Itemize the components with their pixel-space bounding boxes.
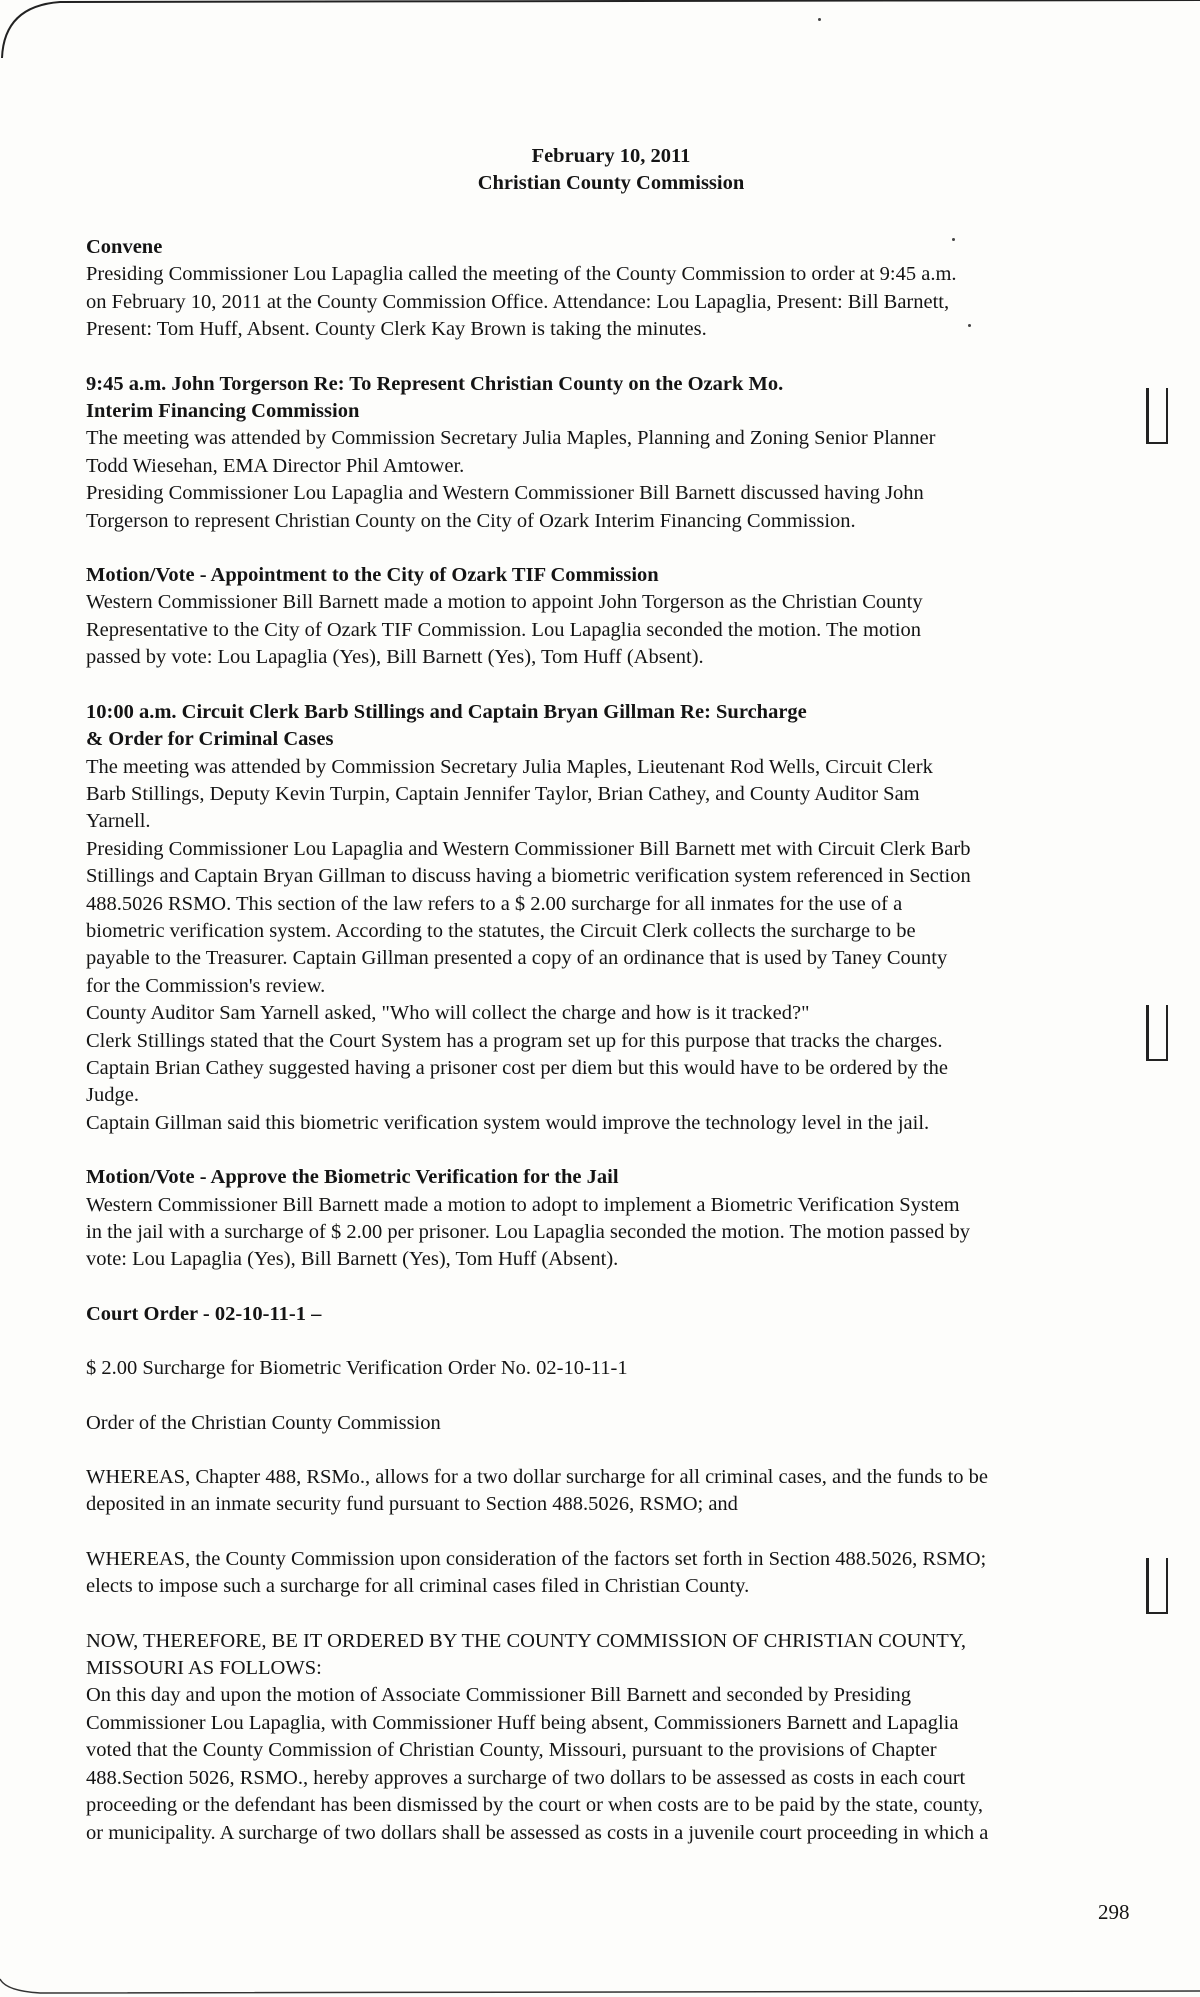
paragraph-line: passed by vote: Lou Lapaglia (Yes), Bill Barnett (Yes), Tom Huff (Absent). (86, 646, 704, 669)
document-body (86, 143, 1136, 1874)
section-torgerson (86, 371, 1136, 535)
paragraph-line: Captain Brian Cathey suggested having a prisoner cost per diem but this would have to be ordered by the (86, 1056, 948, 1079)
section-heading: Convene (86, 236, 163, 258)
paragraph-line: Judge. (86, 1084, 139, 1107)
paragraph-line: voted that the County Commission of Christian County, Missouri, pursuant to the provisions of Chapter (86, 1739, 937, 1762)
paragraph-line: Captain Gillman said this biometric verification system would improve the technology level in the jail. (86, 1111, 930, 1134)
order-title: $ 2.00 Surcharge for Biometric Verification Order No. 02-10-11-1 (86, 1357, 628, 1380)
paragraph-line: proceeding or the defendant has been dismissed by the court or when costs are to be paid by the state, county, (86, 1794, 983, 1817)
paragraph-line: WHEREAS, Chapter 488, RSMo., allows for a two dollar surcharge for all criminal cases, and the funds to be (86, 1466, 988, 1489)
paragraph-line: County Auditor Sam Yarnell asked, "Who will collect the charge and how is it tracked?" (86, 1002, 810, 1025)
section-heading: Interim Financing Commission (86, 400, 360, 423)
section-heading: Court Order - 02-10-11-1 – (86, 1302, 322, 1325)
paragraph-line: On this day and upon the motion of Associate Commissioner Bill Barnett and seconded by Presiding (86, 1684, 912, 1707)
paragraph-line: Commissioner Lou Lapaglia, with Commissioner Huff being absent, Commissioners Barnett and Lapaglia (86, 1711, 959, 1734)
paragraph-line: 488.Section 5026, RSMO., hereby approves a surcharge of two dollars to be assessed as costs in each court (86, 1766, 966, 1789)
section-court-order (86, 1301, 1136, 1847)
paragraph-line: Present: Tom Huff, Absent. County Clerk Kay Brown is taking the minutes. (86, 318, 707, 341)
paragraph-line: Clerk Stillings stated that the Court System has a program set up for this purpose that tracks the charges. (86, 1029, 943, 1052)
paragraph-line: Presiding Commissioner Lou Lapaglia called the meeting of the County Commission to order at 9:45 a.m. (86, 263, 957, 286)
section-convene (86, 234, 1136, 344)
paragraph-line: Western Commissioner Bill Barnett made a motion to appoint John Torgerson as the Christian County (86, 591, 923, 614)
section-heading: Motion/Vote - Approve the Biometric Verification for the Jail (86, 1166, 619, 1189)
paragraph-line: on February 10, 2011 at the County Commission Office. Attendance: Lou Lapaglia, Present: Bill Barnett, (86, 290, 950, 313)
commission-name: Christian County Commission (477, 172, 745, 194)
paragraph-line: in the jail with a surcharge of $ 2.00 per prisoner. Lou Lapaglia seconded the motion. The motion passed by (86, 1221, 970, 1243)
paragraph-line: for the Commission's review. (86, 974, 326, 997)
paragraph-line: Barb Stillings, Deputy Kevin Turpin, Captain Jennifer Taylor, Brian Cathey, and County Auditor Sam (86, 782, 920, 805)
paragraph-line: elects to impose such a surcharge for all criminal cases filed in Christian County. (86, 1575, 750, 1598)
paragraph-line: Yarnell. (86, 810, 151, 833)
scan-speck (818, 18, 821, 21)
page-number: 298 (1098, 1900, 1130, 1924)
section-heading: 10:00 a.m. Circuit Clerk Barb Stillings and Captain Bryan Gillman Re: Surcharge (86, 700, 807, 723)
section-surcharge (86, 699, 1136, 1138)
section-tif-motion (86, 562, 1136, 672)
paragraph-line: Todd Wiesehan, EMA Director Phil Amtower. (86, 454, 465, 477)
paragraph-line: vote: Lou Lapaglia (Yes), Bill Barnett (Yes), Tom Huff (Absent). (86, 1248, 619, 1271)
section-biometric-motion (86, 1164, 1136, 1274)
paragraph-line: The meeting was attended by Commission Secretary Julia Maples, Planning and Zoning Senior Planner (86, 427, 936, 450)
paragraph-line: deposited in an inmate security fund pursuant to Section 488.5026, RSMO; and (86, 1493, 738, 1516)
paragraph-line: 488.5026 RSMO. This section of the law refers to a $ 2.00 surcharge for all inmates for the use of a (86, 892, 903, 915)
paragraph-line: Representative to the City of Ozark TIF Commission. Lou Lapaglia seconded the motion. The motion (86, 618, 922, 641)
paragraph-line: Presiding Commissioner Lou Lapaglia and Western Commissioner Bill Barnett discussed having John (86, 482, 924, 505)
paragraph-line: biometric verification system. According to the statutes, the Circuit Clerk collects the surcharge to be (86, 919, 916, 942)
section-heading: Motion/Vote - Appointment to the City of Ozark TIF Commission (86, 564, 659, 587)
scan-edge-bottom (0, 1977, 1200, 1997)
paragraph-line: Stillings and Captain Bryan Gillman to discuss having a biometric verification system referenced in Section (86, 865, 971, 888)
paragraph-line: The meeting was attended by Commission Secretary Julia Maples, Lieutenant Rod Wells, Circuit Clerk (86, 755, 933, 778)
margin-bracket (1146, 388, 1168, 444)
paragraph-line: payable to the Treasurer. Captain Gillman presented a copy of an ordinance that is used by Taney County (86, 947, 948, 970)
order-of-line: Order of the Christian County Commission (86, 1411, 441, 1434)
paragraph-line: NOW, THEREFORE, BE IT ORDERED BY THE COUNTY COMMISSION OF CHRISTIAN COUNTY, (86, 1629, 967, 1652)
section-heading: 9:45 a.m. John Torgerson Re: To Represent Christian County on the Ozark Mo. (86, 372, 784, 395)
meeting-date: February 10, 2011 (531, 145, 691, 167)
paragraph-line: or municipality. A surcharge of two dollars shall be assessed as costs in a juvenile court proceeding in which a (86, 1821, 989, 1844)
paragraph-line: MISSOURI AS FOLLOWS: (86, 1657, 322, 1680)
paragraph-line: Torgerson to represent Christian County on the City of Ozark Interim Financing Commission. (86, 509, 856, 532)
document-header (86, 143, 1136, 197)
section-heading: & Order for Criminal Cases (86, 728, 334, 751)
paragraph-line: Presiding Commissioner Lou Lapaglia and Western Commissioner Bill Barnett met with Circuit Clerk Barb (86, 837, 971, 860)
margin-bracket (1146, 1558, 1168, 1614)
paragraph-line: Western Commissioner Bill Barnett made a motion to adopt to implement a Biometric Verification System (86, 1193, 960, 1216)
margin-bracket (1146, 1005, 1168, 1061)
paragraph-line: WHEREAS, the County Commission upon consideration of the factors set forth in Section 488.5026, RSMO; (86, 1547, 987, 1570)
scan-edge-top (0, 0, 1200, 60)
